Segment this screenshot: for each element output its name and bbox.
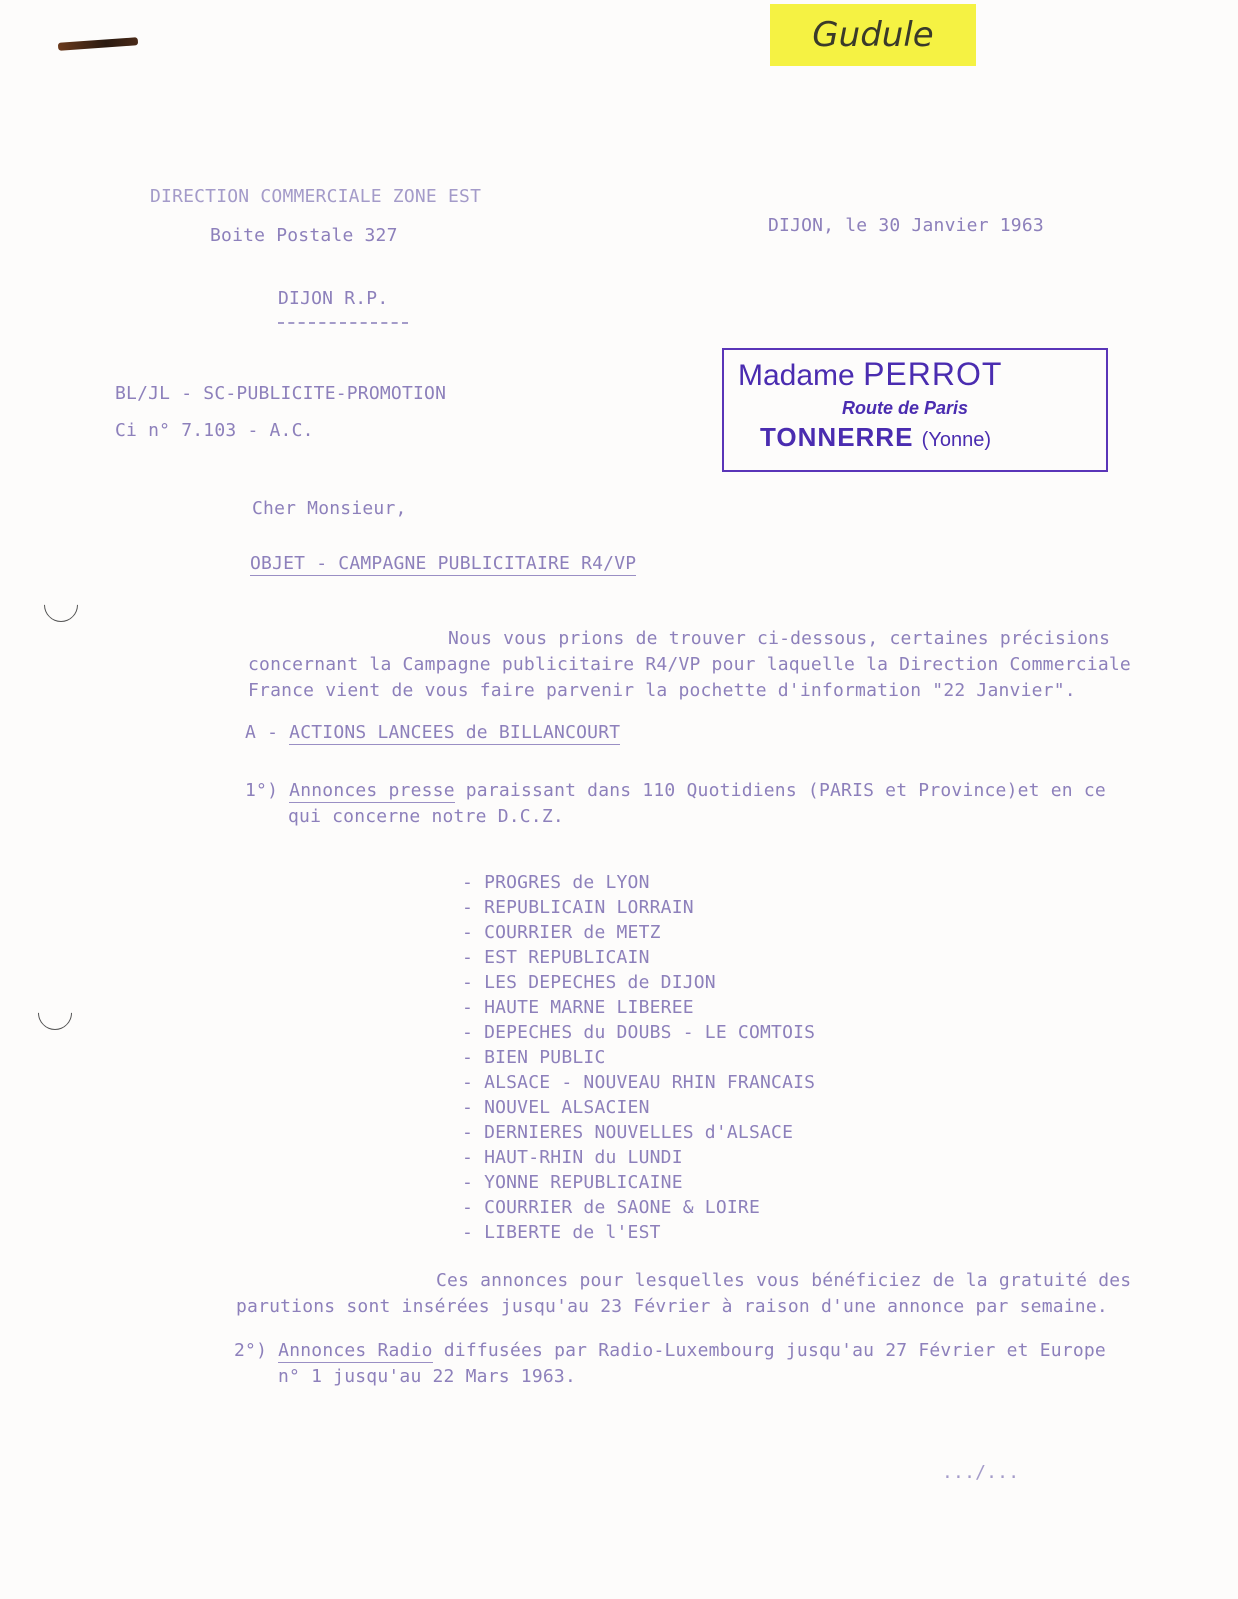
section-a-title: ACTIONS LANCEES de BILLANCOURT: [289, 722, 621, 743]
item1-text-2: qui concerne notre D.C.Z.: [288, 806, 564, 827]
newspaper-15: - LIBERTE de l'EST: [462, 1222, 661, 1243]
newspaper-4: - EST REPUBLICAIN: [462, 947, 650, 968]
item1-title: Annonces presse: [289, 780, 455, 801]
newspaper-1: - PROGRES de LYON: [462, 872, 650, 893]
section-a-prefix: A -: [245, 722, 279, 743]
reference-line-2: Ci n° 7.103 - A.C.: [115, 420, 314, 441]
item1-text-1: paraissant dans 110 Quotidiens (PARIS et Province)et en ce: [454, 780, 1106, 801]
newspaper-12: - HAUT-RHIN du LUNDI: [462, 1147, 683, 1168]
intro-line-3: France vient de vous faire parvenir la pochette d'information "22 Janvier".: [248, 680, 1076, 701]
newspaper-14: - COURRIER de SAONE & LOIRE: [462, 1197, 760, 1218]
newspaper-2: - REPUBLICAIN LORRAIN: [462, 897, 694, 918]
item2-title: Annonces Radio: [278, 1340, 433, 1361]
stamp-name: PERROT: [863, 356, 1003, 392]
item1-number: 1°): [245, 780, 279, 801]
stamp-name-prefix: Madame: [738, 359, 855, 392]
continued-mark: .../...: [942, 1462, 1020, 1483]
newspaper-10: - NOUVEL ALSACIEN: [462, 1097, 650, 1118]
newspaper-7: - DEPECHES du DOUBS - LE COMTOIS: [462, 1022, 816, 1043]
newspaper-5: - LES DEPECHES de DIJON: [462, 972, 716, 993]
subject: OBJET - CAMPAGNE PUBLICITAIRE R4/VP: [250, 553, 637, 574]
sender-line-2: Boite Postale 327: [210, 225, 398, 246]
salutation: Cher Monsieur,: [252, 498, 407, 519]
newspaper-8: - BIEN PUBLIC: [462, 1047, 606, 1068]
newspaper-3: - COURRIER de METZ: [462, 922, 661, 943]
newspaper-11: - DERNIERES NOUVELLES d'ALSACE: [462, 1122, 794, 1143]
item2-text-2: n° 1 jusqu'au 22 Mars 1963.: [278, 1366, 576, 1387]
sender-line-3: DIJON R.P.: [278, 288, 389, 309]
rust-mark: [58, 37, 138, 51]
intro-line-1: Nous vous prions de trouver ci-dessous, certaines précisions: [448, 628, 1111, 649]
sender-underline: [278, 322, 408, 324]
reference-line-1: BL/JL - SC-PUBLICITE-PROMOTION: [115, 383, 447, 404]
stamp-city: TONNERRE: [760, 422, 914, 452]
item2-number: 2°): [234, 1340, 268, 1361]
newspaper-9: - ALSACE - NOUVEAU RHIN FRANCAIS: [462, 1072, 816, 1093]
newspaper-6: - HAUTE MARNE LIBEREE: [462, 997, 694, 1018]
sender-line-1: DIRECTION COMMERCIALE ZONE EST: [150, 186, 482, 207]
recipient-stamp: [722, 348, 1108, 472]
para2-line-2: parutions sont insérées jusqu'au 23 Février à raison d'une annonce par semaine.: [236, 1296, 1108, 1317]
newspaper-13: - YONNE REPUBLICAINE: [462, 1172, 683, 1193]
sticky-note-text: Gudule: [812, 15, 934, 55]
stamp-dept: (Yonne): [921, 429, 991, 451]
item2-text-1: diffusées par Radio-Luxembourg jusqu'au 27 Février et Europe: [432, 1340, 1106, 1361]
punch-hole-bottom: [31, 989, 79, 1037]
letter-date: DIJON, le 30 Janvier 1963: [768, 215, 1044, 236]
stamp-street: Route de Paris: [842, 398, 969, 418]
sticky-note: [770, 4, 976, 66]
punch-hole-top: [37, 581, 85, 629]
intro-line-2: concernant la Campagne publicitaire R4/VP pour laquelle la Direction Commerciale: [248, 654, 1131, 675]
para2-line-1: Ces annonces pour lesquelles vous bénéficiez de la gratuité des: [436, 1270, 1132, 1291]
